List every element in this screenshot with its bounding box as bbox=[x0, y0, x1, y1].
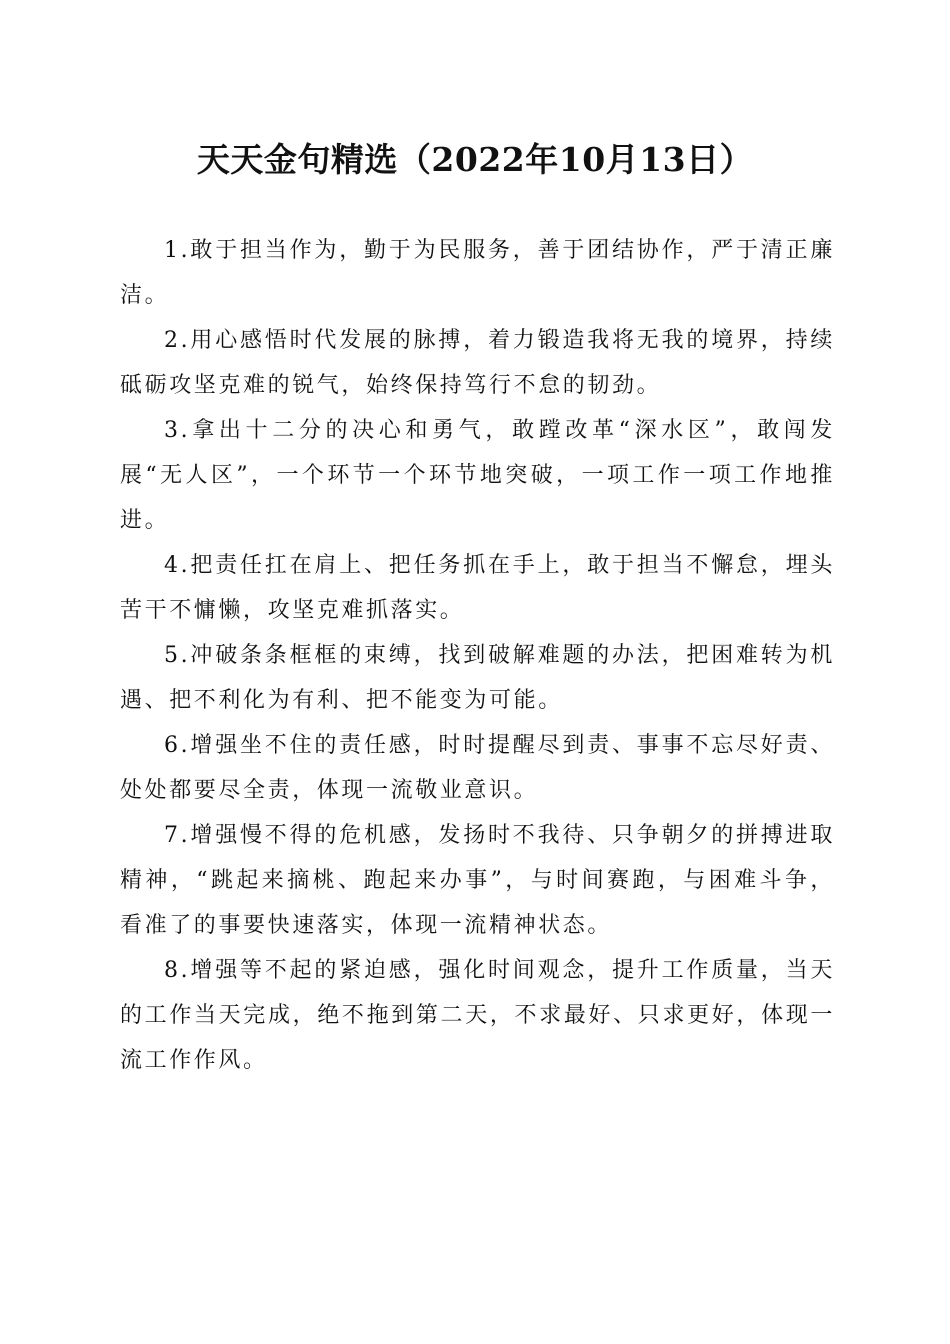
paragraph-8: 8.增强等不起的紧迫感，强化时间观念，提升工作质量，当天的工作当天完成，绝不拖到第二天，不求最好、只求更好，体现一流工作作风。 bbox=[120, 958, 835, 1073]
paragraph-6: 6.增强坐不住的责任感，时时提醒尽到责、事事不忘尽好责、处处都要尽全责，体现一流敬业意识。 bbox=[120, 733, 835, 803]
paragraph-3: 3.拿出十二分的决心和勇气，敢蹚改革“深水区”，敢闯发展“无人区”，一个环节一个环节地突破，一项工作一项工作地推进。 bbox=[120, 418, 835, 533]
paragraph-1: 1.敢于担当作为，勤于为民服务，善于团结协作，严于清正廉洁。 bbox=[120, 238, 835, 308]
document-body bbox=[120, 228, 835, 1083]
paragraph-4: 4.把责任扛在肩上、把任务抓在手上，敢于担当不懈怠，埋头苦干不慵懒，攻坚克难抓落实。 bbox=[120, 553, 835, 623]
document-title: 天天金句精选（2022年10月13日） bbox=[196, 140, 754, 179]
paragraph-5: 5.冲破条条框框的束缚，找到破解难题的办法，把困难转为机遇、把不利化为有利、把不能变为可能。 bbox=[120, 643, 835, 713]
paragraph-7: 7.增强慢不得的危机感，发扬时不我待、只争朝夕的拼搏进取精神，“跳起来摘桃、跑起来办事”，与时间赛跑，与困难斗争，看准了的事要快速落实，体现一流精神状态。 bbox=[120, 823, 835, 938]
paragraph-2: 2.用心感悟时代发展的脉搏，着力锻造我将无我的境界，持续砥砺攻坚克难的锐气，始终保持笃行不怠的韧劲。 bbox=[120, 328, 835, 398]
